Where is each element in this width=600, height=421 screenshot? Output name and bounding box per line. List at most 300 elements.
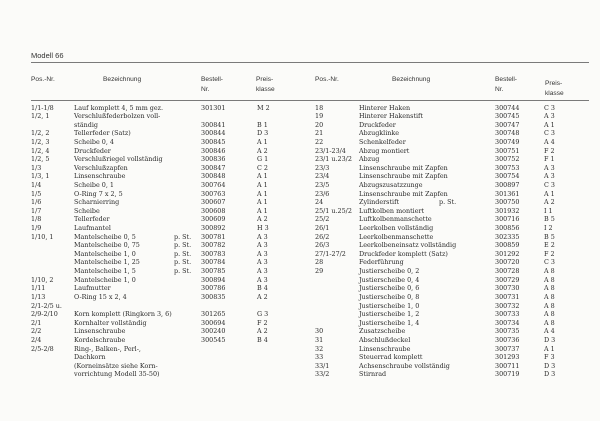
pos-nr: 21 — [315, 129, 324, 138]
preisklasse: G 3 — [257, 310, 269, 319]
preisklasse: A 8 — [544, 301, 555, 310]
bezeichnung: Leerkolbenmanschette — [359, 232, 434, 241]
bestell-nr: 300720 — [495, 258, 520, 267]
preisklasse: A 4 — [544, 137, 555, 146]
table-row — [31, 293, 291, 302]
preisklasse: F 2 — [544, 249, 555, 258]
bestell-nr: 300897 — [495, 180, 520, 189]
preisklasse: A 8 — [544, 267, 555, 276]
table-row — [31, 362, 291, 371]
table-row — [315, 241, 590, 250]
table-row — [315, 215, 590, 224]
preisklasse: M 2 — [257, 103, 270, 112]
bezeichnung: Luftkolbenmanschette — [359, 215, 432, 224]
table-row — [31, 104, 291, 113]
table-row — [31, 172, 291, 181]
bezeichnung: Justierscheibe 0, 6 — [359, 284, 420, 293]
preisklasse: A 2 — [257, 327, 268, 336]
pos-nr: 1/10, 1 — [31, 232, 54, 241]
pos-nr: 20 — [315, 120, 324, 129]
bestell-nr: 300716 — [495, 215, 520, 224]
bezeichnung: Laufmantel — [74, 224, 111, 233]
table-row — [315, 258, 590, 267]
table-row — [31, 198, 291, 207]
bezeichnung: Mantelscheibe 0, 5 — [74, 232, 136, 241]
bestell-nr: 300782 — [201, 241, 226, 250]
bestell-nr: 300784 — [201, 258, 226, 267]
left-header-bez: Bezeichnung — [103, 76, 142, 83]
bezeichnung: Linsenschraube — [74, 327, 126, 336]
preisklasse: A 3 — [544, 163, 555, 172]
table-row — [31, 138, 291, 147]
table-row — [315, 198, 590, 207]
pos-nr: 1/8 — [31, 215, 42, 224]
bestell-nr: 300737 — [495, 344, 520, 353]
table-row — [31, 310, 291, 319]
bestell-nr: 300734 — [495, 318, 520, 327]
preisklasse: G 1 — [257, 155, 269, 164]
right-header-pos: Pos.-Nr. — [315, 76, 339, 83]
bezeichnung: Zylinderstift — [359, 198, 400, 207]
preisklasse: B 4 — [257, 284, 268, 293]
preisklasse: I 1 — [544, 206, 553, 215]
preisklasse: I 2 — [544, 224, 553, 233]
bestell-nr: 300545 — [201, 335, 226, 344]
pos-nr: 23/6 — [315, 189, 330, 198]
table-row — [31, 345, 291, 354]
preisklasse: F 2 — [544, 146, 555, 155]
pos-nr: 1/2, 1 — [31, 112, 50, 121]
bezeichnung: Kornhalter vollständig — [74, 318, 147, 327]
bezeichnung: Druckfeder — [359, 120, 396, 129]
bezeichnung: Druckfeder komplett (Satz) — [359, 249, 448, 258]
pos-nr: 18 — [315, 103, 324, 112]
preisklasse: A 1 — [257, 180, 268, 189]
preisklasse: D 3 — [544, 361, 556, 370]
preisklasse: A 2 — [257, 292, 268, 301]
pos-nr: 26/2 — [315, 232, 330, 241]
table-row — [31, 147, 291, 156]
bezeichnung: Leerkolben vollständig — [359, 224, 434, 233]
bezeichnung: Abzug — [359, 155, 380, 164]
bezeichnung: Druckfeder — [74, 146, 111, 155]
bezeichnung: Stirnrad — [359, 370, 387, 379]
table-row — [31, 319, 291, 328]
bezeichnung: Kordelschraube — [74, 335, 126, 344]
pos-nr: 1/11 — [31, 284, 46, 293]
bezeichnung: Hinterer Haken — [359, 103, 411, 112]
table-row — [315, 310, 590, 319]
table-row — [315, 345, 590, 354]
bestell-nr: 300729 — [495, 275, 520, 284]
left-header-pos: Pos.-Nr. — [31, 76, 55, 83]
bestell-nr: 300750 — [495, 198, 520, 207]
pos-nr: 1/3, 1 — [31, 172, 50, 181]
pos-nr: 2/4 — [31, 335, 42, 344]
bezeichnung: Abzugszusatzzunge — [359, 180, 423, 189]
pos-nr: 25/1 u.25/2 — [315, 206, 352, 215]
bezeichnung: Linsenschraube — [74, 172, 126, 181]
bezeichnung: Mantelscheibe 1, 5 — [74, 267, 136, 276]
per-piece: p. St. — [439, 198, 457, 207]
preisklasse: E 2 — [544, 241, 555, 250]
bezeichnung: O-Ring 7 x 2, 5 — [74, 189, 123, 198]
preisklasse: A 1 — [257, 198, 268, 207]
preisklasse: A 2 — [257, 215, 268, 224]
bestell-nr: 300747 — [495, 120, 520, 129]
bestell-nr: 300847 — [201, 163, 226, 172]
bestell-nr: 300894 — [201, 275, 226, 284]
bestell-nr: 300745 — [495, 112, 520, 121]
pos-nr: 1/2, 4 — [31, 146, 50, 155]
preisklasse: A 1 — [257, 206, 268, 215]
bezeichnung: Linsenschraube — [359, 344, 411, 353]
preisklasse: A 2 — [257, 146, 268, 155]
left-header-bestell: Bestell- Nr. — [201, 76, 223, 93]
preisklasse: C 3 — [544, 103, 555, 112]
bezeichnung: Linsenschraube mit Zapfen — [359, 189, 448, 198]
table-row — [31, 302, 291, 311]
preisklasse: A 8 — [544, 318, 555, 327]
preisklasse: C 3 — [544, 258, 555, 267]
bezeichnung: Scheibe 0, 1 — [74, 180, 114, 189]
pos-nr: 2/1 — [31, 318, 42, 327]
preisklasse: F 1 — [544, 155, 555, 164]
bestell-nr: 300859 — [495, 241, 520, 250]
table-row — [315, 121, 590, 130]
per-piece: p. St. — [174, 258, 192, 267]
bestell-nr: 300835 — [201, 292, 226, 301]
bezeichnung: Mantelscheibe 1, 0 — [74, 275, 136, 284]
bezeichnung: vorrichtung Modell 35-50) — [74, 370, 160, 379]
table-row — [31, 207, 291, 216]
bestell-nr: 300848 — [201, 172, 226, 181]
pos-nr: 22 — [315, 137, 324, 146]
bestell-nr: 301293 — [495, 353, 520, 362]
table-row — [315, 104, 590, 113]
table-row — [31, 276, 291, 285]
pos-nr: 1/6 — [31, 198, 42, 207]
bezeichnung: Mantelscheibe 0, 75 — [74, 241, 140, 250]
pos-nr: 1/3 — [31, 163, 42, 172]
bezeichnung: Linsenschraube mit Zapfen — [359, 172, 448, 181]
table-row — [31, 241, 291, 250]
bezeichnung: Verschlußzapfen — [74, 163, 128, 172]
bezeichnung: Achsenschraube vollständig — [359, 361, 450, 370]
bezeichnung: Federführung — [359, 258, 404, 267]
pos-nr: 30 — [315, 327, 324, 336]
pos-nr: 33/1 — [315, 361, 330, 370]
bezeichnung: Luftkolben montiert — [359, 206, 425, 215]
pos-nr: 23/4 — [315, 172, 330, 181]
bezeichnung: Mantelscheibe 1, 25 — [74, 258, 140, 267]
bestell-nr: 300836 — [201, 155, 226, 164]
bestell-nr: 301932 — [495, 206, 520, 215]
preisklasse: A 1 — [257, 137, 268, 146]
bestell-nr: 300764 — [201, 180, 226, 189]
pos-nr: 1/13 — [31, 292, 46, 301]
preisklasse: A 8 — [544, 292, 555, 301]
pos-nr: 27/1-27/2 — [315, 249, 346, 258]
bezeichnung: Justierscheibe 0, 8 — [359, 292, 420, 301]
pos-nr: 23/1-23/4 — [315, 146, 346, 155]
bezeichnung: Dachkorn — [74, 353, 106, 362]
right-header-preis: Preis- klasse — [545, 80, 564, 97]
table-row — [31, 267, 291, 276]
bestell-nr: 300748 — [495, 129, 520, 138]
bestell-nr: 300711 — [495, 361, 520, 370]
bestell-nr: 300751 — [495, 146, 520, 155]
preisklasse: A 3 — [257, 258, 268, 267]
preisklasse: C 2 — [257, 163, 268, 172]
preisklasse: B 1 — [257, 120, 268, 129]
pos-nr: 32 — [315, 344, 324, 353]
left-parts-table — [31, 104, 291, 380]
bestell-nr: 300763 — [201, 189, 226, 198]
table-row — [315, 138, 590, 147]
bestell-nr: 300609 — [201, 215, 226, 224]
preisklasse: A 1 — [544, 120, 555, 129]
table-row — [315, 276, 590, 285]
table-row — [315, 164, 590, 173]
preisklasse: H 3 — [257, 224, 269, 233]
table-row — [315, 336, 590, 345]
bezeichnung: Justierscheibe 1, 4 — [359, 318, 420, 327]
bezeichnung: Justierscheibe 1, 2 — [359, 310, 420, 319]
bezeichnung: Justierscheibe 0, 2 — [359, 267, 420, 276]
table-row — [31, 155, 291, 164]
bestell-nr: 300607 — [201, 198, 226, 207]
bestell-nr: 300736 — [495, 335, 520, 344]
preisklasse: A 3 — [257, 267, 268, 276]
table-row — [315, 353, 590, 362]
pos-nr: 24 — [315, 198, 324, 207]
preisklasse: C 3 — [544, 129, 555, 138]
table-row — [31, 215, 291, 224]
table-row — [31, 336, 291, 345]
table-row — [315, 267, 590, 276]
preisklasse: C 3 — [544, 180, 555, 189]
bestell-nr: 300785 — [201, 267, 226, 276]
preisklasse: A 3 — [544, 112, 555, 121]
bezeichnung: Steuerrad komplett — [359, 353, 423, 362]
header-rule — [31, 100, 589, 101]
bezeichnung: Mantelscheibe 1, 0 — [74, 249, 136, 258]
top-rule — [31, 62, 589, 63]
bestell-nr: 300754 — [495, 172, 520, 181]
bestell-nr: 300786 — [201, 284, 226, 293]
table-row — [315, 172, 590, 181]
table-row — [315, 284, 590, 293]
bezeichnung: Verschlußriegel vollständig — [74, 155, 163, 164]
bestell-nr: 302335 — [495, 232, 520, 241]
bestell-nr: 301292 — [495, 249, 520, 258]
bezeichnung: Schenkelfeder — [359, 137, 406, 146]
table-row — [315, 319, 590, 328]
bezeichnung: Scharnierring — [74, 198, 120, 207]
pos-nr: 2/2 — [31, 327, 42, 336]
preisklasse: A 8 — [544, 275, 555, 284]
table-row — [315, 327, 590, 336]
bestell-nr: 300783 — [201, 249, 226, 258]
table-row — [315, 224, 590, 233]
table-row — [315, 293, 590, 302]
table-row — [315, 207, 590, 216]
bestell-nr: 300856 — [495, 224, 520, 233]
bezeichnung: ständig — [74, 120, 98, 129]
table-row — [315, 250, 590, 259]
bezeichnung: Laufmutter — [74, 284, 111, 293]
bezeichnung: (Korneinsätze siehe Korn- — [74, 361, 158, 370]
table-row — [31, 190, 291, 199]
pos-nr: 1/4 — [31, 180, 42, 189]
bestell-nr: 300730 — [495, 284, 520, 293]
preisklasse: A 3 — [544, 172, 555, 181]
table-row — [31, 250, 291, 259]
preisklasse: A 3 — [257, 241, 268, 250]
table-row — [31, 224, 291, 233]
right-header-bez: Bezeichnung — [392, 76, 431, 83]
left-header-preis: Preis- klasse — [256, 76, 275, 93]
bezeichnung: Justierscheibe 1, 0 — [359, 301, 420, 310]
pos-nr: 1/2, 5 — [31, 155, 50, 164]
preisklasse: A 1 — [544, 344, 555, 353]
preisklasse: F 2 — [257, 318, 268, 327]
bestell-nr: 300733 — [495, 310, 520, 319]
bestell-nr: 301301 — [201, 103, 226, 112]
bezeichnung: Leerkolbeneinsatz vollständig — [359, 241, 457, 250]
pos-nr: 1/2, 3 — [31, 137, 50, 146]
bezeichnung: Abzug montiert — [359, 146, 410, 155]
preisklasse: A 1 — [257, 189, 268, 198]
preisklasse: B 5 — [544, 232, 555, 241]
bestell-nr: 300841 — [201, 120, 226, 129]
bestell-nr: 300240 — [201, 327, 226, 336]
table-row — [315, 181, 590, 190]
bestell-nr: 300781 — [201, 232, 226, 241]
preisklasse: A 1 — [544, 189, 555, 198]
table-row — [31, 121, 291, 130]
table-row — [315, 129, 590, 138]
pos-nr: 23/3 — [315, 163, 330, 172]
per-piece: p. St. — [174, 232, 192, 241]
pos-nr: 1/5 — [31, 189, 42, 198]
bezeichnung: Hinterer Hakenstift — [359, 112, 423, 121]
pos-nr: 29 — [315, 267, 324, 276]
table-row — [31, 181, 291, 190]
bezeichnung: Scheibe 0, 4 — [74, 137, 114, 146]
bezeichnung: Zusatzscheibe — [359, 327, 406, 336]
preisklasse: A 3 — [257, 249, 268, 258]
bestell-nr: 300753 — [495, 163, 520, 172]
table-row — [31, 164, 291, 173]
table-row — [315, 233, 590, 242]
preisklasse: D 3 — [257, 129, 269, 138]
bestell-nr: 301265 — [201, 310, 226, 319]
pos-nr: 2/9-2/10 — [31, 310, 58, 319]
pos-nr: 19 — [315, 112, 324, 121]
pos-nr: 33/2 — [315, 370, 330, 379]
bestell-nr: 300694 — [201, 318, 226, 327]
preisklasse: A 2 — [544, 198, 555, 207]
preisklasse: A 4 — [544, 327, 555, 336]
bestell-nr: 300719 — [495, 370, 520, 379]
bestell-nr: 300892 — [201, 224, 226, 233]
pos-nr: 2/5-2/8 — [31, 344, 54, 353]
table-row — [31, 353, 291, 362]
bestell-nr: 300846 — [201, 146, 226, 155]
pos-nr: 1/9 — [31, 224, 42, 233]
preisklasse: B 5 — [544, 215, 555, 224]
table-row — [31, 112, 291, 121]
table-row — [31, 370, 291, 379]
per-piece: p. St. — [174, 241, 192, 250]
table-row — [31, 258, 291, 267]
table-row — [315, 112, 590, 121]
bezeichnung: Lauf komplett 4, 5 mm gez. — [74, 103, 164, 112]
preisklasse: B 4 — [257, 335, 268, 344]
table-row — [315, 302, 590, 311]
bezeichnung: O-Ring 15 x 2, 4 — [74, 292, 127, 301]
preisklasse: D 3 — [544, 370, 556, 379]
pos-nr: 26/3 — [315, 241, 330, 250]
pos-nr: 25/2 — [315, 215, 330, 224]
right-parts-table — [315, 104, 590, 380]
pos-nr: 1/10, 2 — [31, 275, 54, 284]
bestell-nr: 300732 — [495, 301, 520, 310]
preisklasse: A 8 — [544, 310, 555, 319]
pos-nr: 33 — [315, 353, 324, 362]
preisklasse: D 3 — [544, 335, 556, 344]
preisklasse: A 3 — [257, 275, 268, 284]
bezeichnung: Ring-, Balken-, Perl-, — [74, 344, 141, 353]
bestell-nr: 300752 — [495, 155, 520, 164]
bezeichnung: Verschlußfederbolzen voll- — [74, 112, 161, 121]
preisklasse: A 1 — [257, 172, 268, 181]
pos-nr: 1/7 — [31, 206, 42, 215]
bezeichnung: Abzugklinke — [359, 129, 400, 138]
pos-nr: 31 — [315, 335, 324, 344]
table-row — [31, 327, 291, 336]
bezeichnung: Tellerfeder (Satz) — [74, 129, 131, 138]
pos-nr: 23/1 u.23/2 — [315, 155, 352, 164]
table-row — [315, 370, 590, 379]
table-row — [315, 147, 590, 156]
preisklasse: A 3 — [257, 232, 268, 241]
bestell-nr: 300749 — [495, 137, 520, 146]
bestell-nr: 300731 — [495, 292, 520, 301]
pos-nr: 23/5 — [315, 180, 330, 189]
bezeichnung: Korn komplett (Ringkorn 3, 6) — [74, 310, 172, 319]
per-piece: p. St. — [174, 267, 192, 276]
bezeichnung: Justierscheibe 0, 4 — [359, 275, 420, 284]
table-row — [315, 362, 590, 371]
bezeichnung: Scheibe — [74, 206, 100, 215]
bestell-nr: 301361 — [495, 189, 520, 198]
table-row — [31, 233, 291, 242]
preisklasse: F 3 — [544, 353, 555, 362]
pos-nr: 28 — [315, 258, 324, 267]
right-header-bestell: Bestell- Nr. — [495, 76, 517, 93]
per-piece: p. St. — [174, 249, 192, 258]
pos-nr: 1/2, 2 — [31, 129, 50, 138]
table-row — [315, 190, 590, 199]
bezeichnung: Abschlußdeckel — [359, 335, 411, 344]
bezeichnung: Tellerfeder — [74, 215, 110, 224]
bezeichnung: Linsenschraube mit Zapfen — [359, 163, 448, 172]
pos-nr: 26/1 — [315, 224, 330, 233]
bestell-nr: 300744 — [495, 103, 520, 112]
